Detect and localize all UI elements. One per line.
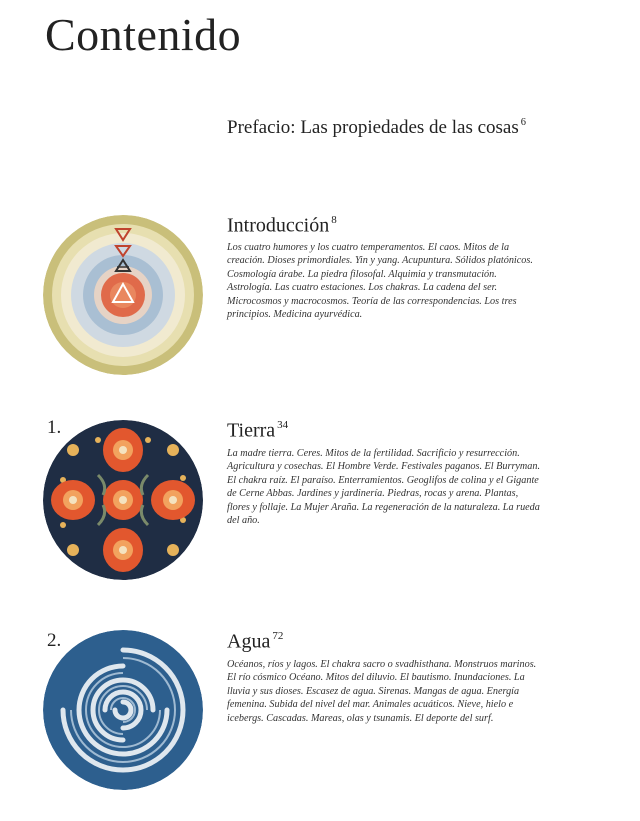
whirlpool-wave-icon — [43, 630, 203, 790]
section-page-number: 72 — [272, 630, 284, 642]
floral-pattern-icon — [43, 420, 203, 580]
section-description: La madre tierra. Ceres. Mitos de la fertilidad. Sacrificio y resurrección. Agricultura y cosechas. El Hombre Verde. Festivales paganos. El Burryman. El chakra raíz. El paraíso. Enterramientos. Geoglifos de colina y el Gigante de Cerne Abbas. Jardines y jardinería. Piedras, rocas y arena. Plantas, flores y follaje. La Mujer Araña. La regeneración de la naturaleza. La rueda del año. — [227, 448, 541, 527]
preface-page-number: 6 — [520, 117, 526, 129]
preface-entry[interactable] — [227, 117, 526, 139]
section-page-number: 34 — [277, 419, 289, 431]
section-description: Océanos, ríos y lagos. El chakra sacro o svadhisthana. Monstruos marinos. El río cósmico Océano. Mitos del diluvio. El bautismo. Inundaciones. La lluvia y sus dioses. Escasez de agua. Sirenas. Mangas de agua. Energía femenina. Subida del nivel del mar. Animales acuáticos. Nieve, hielo e icebergs. Cascadas. Mareas, olas y tsunamis. El deporte del surf. — [227, 659, 537, 724]
page-title: Contenido — [45, 9, 242, 60]
section-title: Introducción $^8$ — [227, 214, 337, 237]
section-description: Los cuatro humores y los cuatro temperamentos. El caos. Mitos de la creación. Dioses primordiales. Yin y yang. Acupuntura. Sólidos platónicos. Cosmología árabe. La piedra filosofal. Alquimia y transmutación. Astrología. Las cuatro estaciones. Los chakras. La cadena del ser. Microcosmos y macrocosmos. Teoría de las correspondencias. Los tres principios. Medicina ayurvédica. — [227, 242, 533, 321]
section-title: Tierra $^{34}$ — [227, 419, 289, 442]
preface-title: Prefacio: Las propiedades de las cosas — [227, 117, 519, 138]
section-number: 1. — [47, 417, 62, 438]
section-page-number: 8 — [331, 214, 337, 226]
alchemical-elements-icon — [43, 215, 203, 375]
section-title: Agua $^{72}$ — [227, 630, 284, 653]
section-number: 2. — [47, 630, 62, 651]
